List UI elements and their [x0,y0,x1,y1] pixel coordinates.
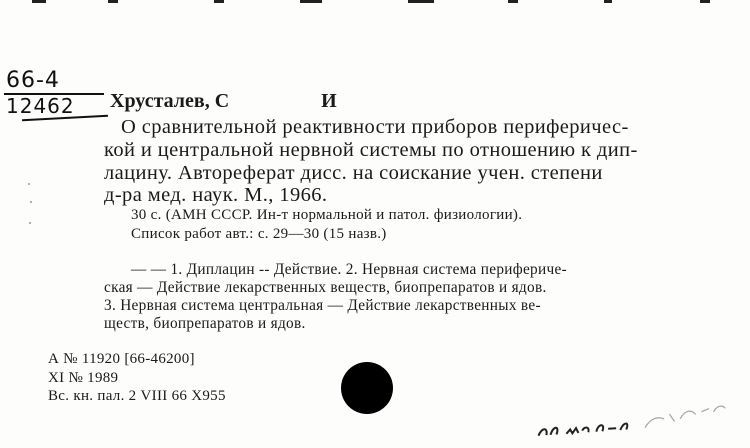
collation-line: Список работ авт.: с. 29—30 (15 назв.) [131,226,387,242]
handwritten-mark [535,410,647,444]
tracing-line: ществ, биопрепаратов и ядов. [104,315,306,332]
title-line: лацину. Автореферат дисс. на соискание учен. степени [104,162,603,184]
scan-speck [28,183,30,185]
scan-speck [29,222,31,224]
punch-hole [341,362,393,414]
collation-line: 30 с. (АМН СССР. Ин-т нормальной и патол. физиологии). [131,207,523,223]
author-surname: Хрусталев, С [110,90,230,112]
faint-pencil-scribble [639,398,732,436]
acquisition-line: Вс. кн. пал. 2 VIII 66 Х955 [48,388,226,404]
top-edge-marks [0,0,750,6]
tracing-line: 3. Нервная система центральная — Действие лекарственных ве- [104,297,541,314]
title-line: д-ра мед. наук. М., 1966. [104,184,328,206]
title-line: кой и центральной нервной системы по отношению к дип- [104,139,638,161]
title-line: О сравнительной реактивности приборов периферичес- [121,116,629,138]
inventory-number: 12462 [6,94,75,118]
author-heading [110,90,337,113]
acquisition-line: XI № 1989 [48,370,119,386]
author-second-initial: И [321,90,337,112]
scan-speck [30,201,32,203]
tracing-line: — — 1. Диплацин -- Действие. 2. Нервная система перифериче- [131,261,567,278]
tracing-line: ская — Действие лекарственных веществ, биопрепаратов и ядов. [104,279,547,296]
call-number: 66-4 [6,68,60,93]
acquisition-line: А № 11920 [66-46200] [48,351,195,367]
